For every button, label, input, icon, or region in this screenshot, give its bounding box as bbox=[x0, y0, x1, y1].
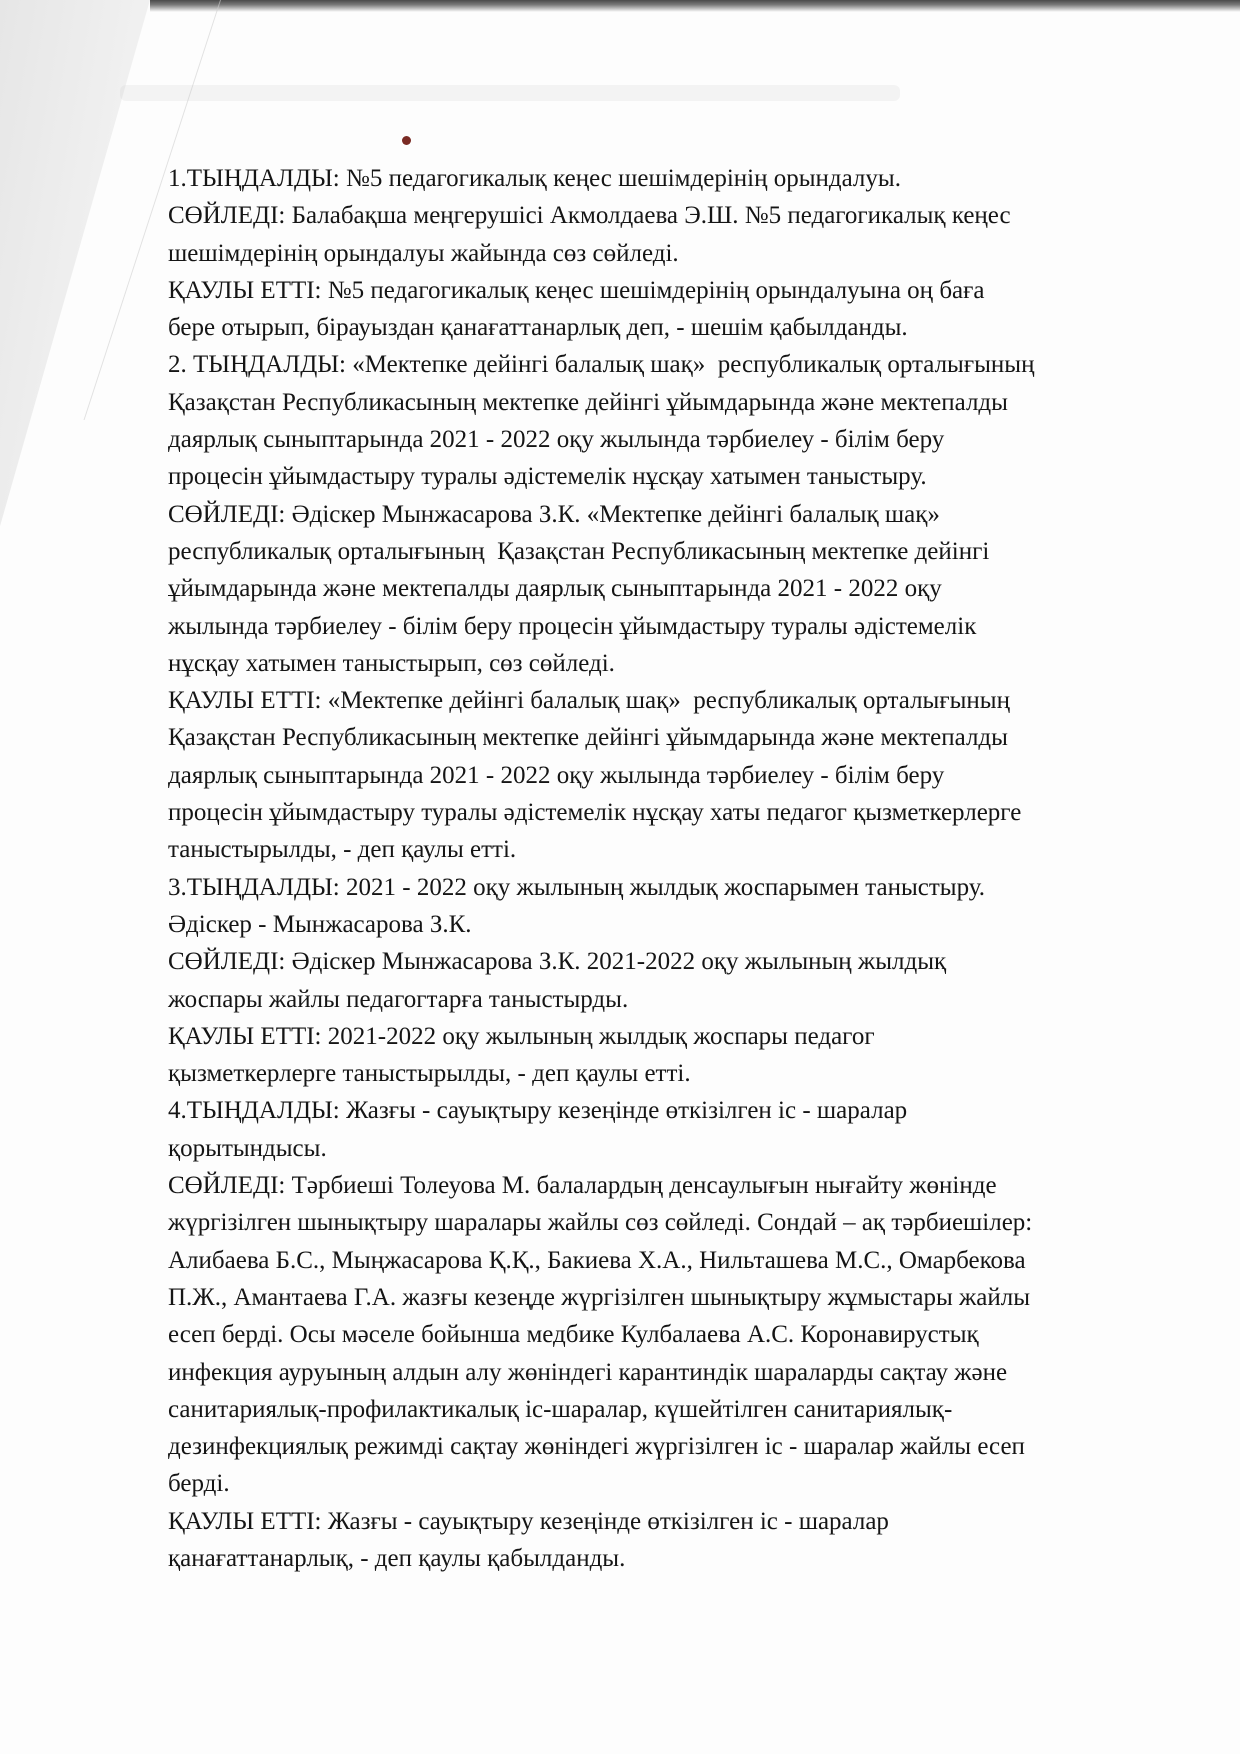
text-line: Қазақстан Республикасының мектепке дейінгі ұйымдарында және мектепалды bbox=[168, 724, 1008, 752]
text-line: ҚАУЛЫ ЕТТІ: Жазғы - сауықтыру кезеңінде өткізілген іс - шаралар bbox=[168, 1507, 889, 1535]
text-line: жүргізілген шынықтыру шаралары жайлы сөз сөйледі. Сондай – ақ тәрбиешілер: bbox=[168, 1209, 1033, 1237]
text-line: СӨЙЛЕДІ: Әдіскер Мынжасарова З.К. 2021-2022 оқу жылының жылдық bbox=[168, 948, 947, 976]
ink-dot bbox=[402, 136, 411, 145]
text-line: санитариялық-профилактикалық іс-шаралар, күшейтілген санитариялық- bbox=[168, 1395, 953, 1423]
text-line: ҚАУЛЫ ЕТТІ: №5 педагогикалық кеңес шешімдерінің орындалуына оң баға bbox=[168, 276, 985, 304]
text-line: П.Ж., Амантаева Г.А. жазғы кезеңде жүргізілген шынықтыру жұмыстары жайлы bbox=[168, 1283, 1031, 1311]
text-line: 1.ТЫҢДАЛДЫ: №5 педагогикалық кеңес шешімдерінің орындалуы. bbox=[168, 165, 901, 192]
document-body bbox=[168, 160, 1198, 1577]
text-line: жылында тәрбиелеу - білім беру процесін ұйымдастыру туралы әдістемелік bbox=[168, 612, 977, 640]
text-line: қорытындысы. bbox=[168, 1134, 327, 1162]
text-line: таныстырылды, - деп қаулы етті. bbox=[168, 836, 517, 864]
text-line: 3.ТЫҢДАЛДЫ: 2021 - 2022 оқу жылының жылдық жоспарымен таныстыру. bbox=[168, 873, 985, 901]
text-line: қызметкерлерге таныстырылды, - деп қаулы етті. bbox=[168, 1060, 691, 1088]
text-line: берді. bbox=[168, 1470, 230, 1498]
text-line: процесін ұйымдастыру туралы әдістемелік нұсқау хаты педагог қызметкерлерге bbox=[168, 799, 1022, 827]
text-line: республикалық орталығының Қазақстан Республикасының мектепке дейінгі bbox=[168, 537, 990, 565]
text-line: бере отырып, бірауыздан қанағаттанарлық деп, - шешім қабылданды. bbox=[168, 314, 908, 342]
text-line: Әдіскер - Мынжасарова З.К. bbox=[168, 910, 472, 938]
text-line: даярлық сыныптарында 2021 - 2022 оқу жылында тәрбиелеу - білім беру bbox=[168, 426, 945, 454]
text-line: процесін ұйымдастыру туралы әдістемелік нұсқау хатымен таныстыру. bbox=[168, 463, 927, 491]
text-line: нұсқау хатымен таныстырып, сөз сөйледі. bbox=[168, 649, 615, 677]
text-line: шешімдерінің орындалуы жайында сөз сөйледі. bbox=[168, 239, 679, 267]
text-line: СӨЙЛЕДІ: Тәрбиеші Толеуова М. балалардың денсаулығын нығайту жөнінде bbox=[168, 1172, 997, 1200]
text-line: СӨЙЛЕДІ: Әдіскер Мынжасарова З.К. «Мектепке дейінгі балалық шақ» bbox=[168, 500, 940, 528]
text-line: қанағаттанарлық, - деп қаулы қабылданды. bbox=[168, 1544, 626, 1572]
text-line: ұйымдарында және мектепалды даярлық сыныптарында 2021 - 2022 оқу bbox=[168, 575, 942, 603]
text-line: Қазақстан Республикасының мектепке дейінгі ұйымдарында және мектепалды bbox=[168, 388, 1008, 416]
text-line: ҚАУЛЫ ЕТТІ: «Мектепке дейінгі балалық шақ» республикалық орталығының bbox=[168, 687, 1010, 715]
text-line: Алибаева Б.С., Мыңжасарова Қ.Қ., Бакиева Х.А., Нильташева М.С., Омарбекова bbox=[168, 1246, 1026, 1274]
scan-shadow-top bbox=[150, 0, 1240, 12]
text-line: есеп берді. Осы мәселе бойынша медбике Кулбалаева А.С. Коронавирустық bbox=[168, 1321, 979, 1349]
text-line: СӨЙЛЕДІ: Балабақша меңгерушісі Акмолдаева Э.Ш. №5 педагогикалық кеңес bbox=[168, 202, 1011, 230]
text-line: дезинфекциялық режимді сақтау жөніндегі жүргізілген іс - шаралар жайлы есеп bbox=[168, 1433, 1025, 1461]
text-line: жоспары жайлы педагогтарға таныстырды. bbox=[168, 985, 629, 1013]
text-line: 2. ТЫҢДАЛДЫ: «Мектепке дейінгі балалық шақ» республикалық орталығының bbox=[168, 351, 1035, 379]
text-line: 4.ТЫҢДАЛДЫ: Жазғы - сауықтыру кезеңінде өткізілген іс - шаралар bbox=[168, 1097, 908, 1125]
text-line: даярлық сыныптарында 2021 - 2022 оқу жылында тәрбиелеу - білім беру bbox=[168, 761, 945, 789]
text-line: инфекция ауруының алдын алу жөніндегі карантиндік шараларды сақтау және bbox=[168, 1358, 1008, 1386]
text-line: ҚАУЛЫ ЕТТІ: 2021-2022 оқу жылының жылдық жоспары педагог bbox=[168, 1022, 875, 1050]
show-through-smudge bbox=[120, 85, 900, 101]
